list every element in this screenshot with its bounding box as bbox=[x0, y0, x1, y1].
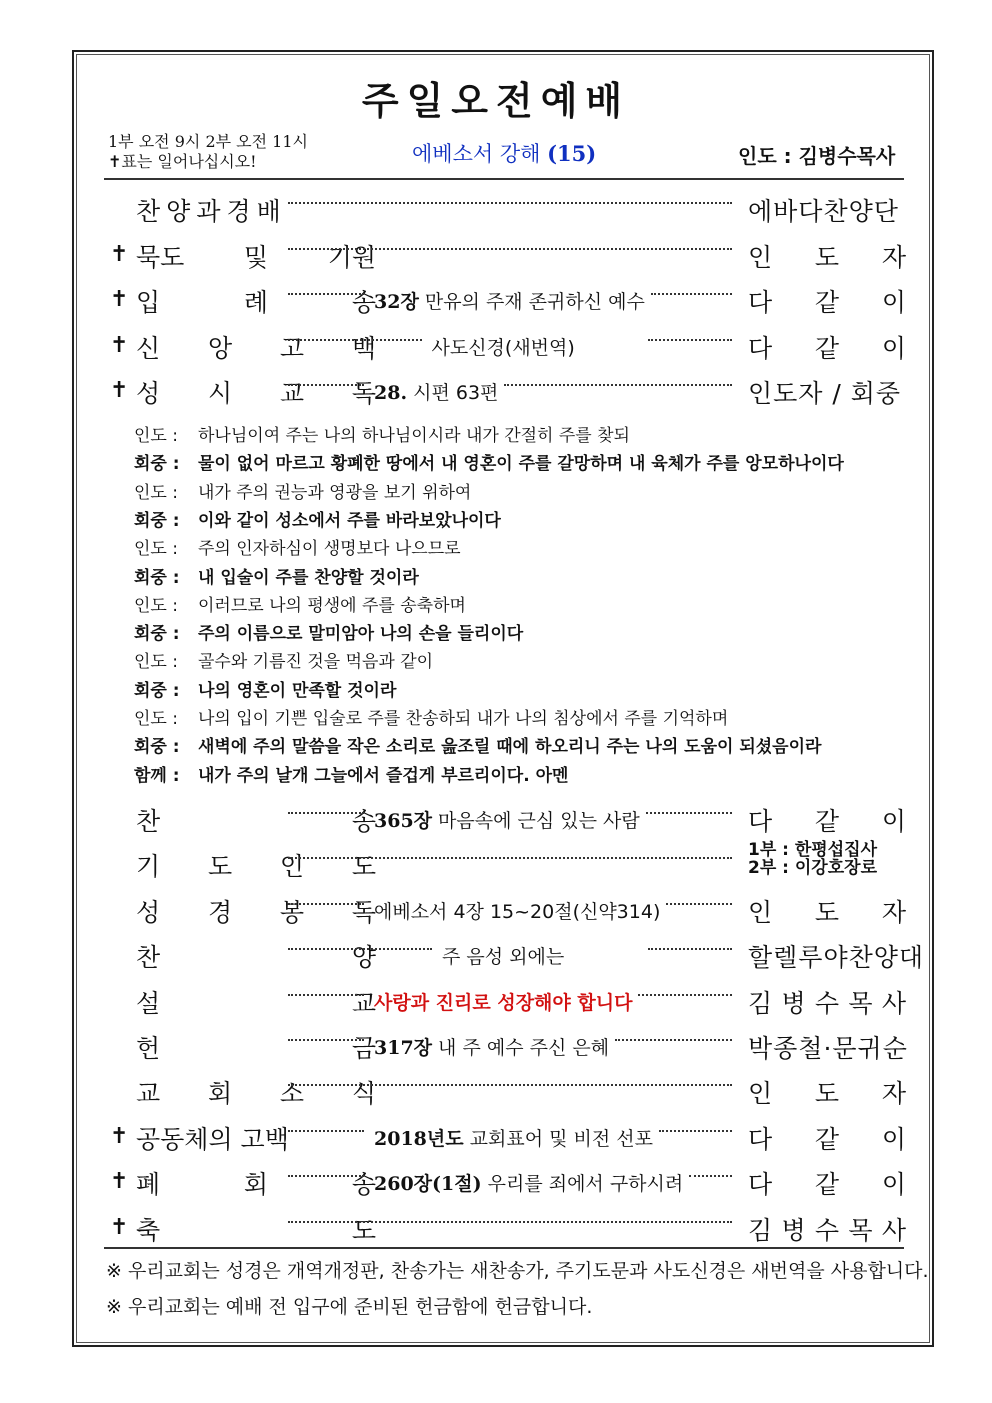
service-times bbox=[108, 132, 308, 172]
stand-cross-icon: ✝ bbox=[110, 287, 129, 312]
leader-dots bbox=[615, 1039, 732, 1041]
order-item-performer: 인도자 / 회중 bbox=[748, 379, 902, 408]
reading-text: 이러므로 나의 평생에 주를 송축하며 bbox=[198, 595, 466, 616]
reader-role: 인도 : bbox=[134, 426, 178, 446]
order-item-detail bbox=[374, 806, 640, 833]
order-item-detail bbox=[432, 333, 575, 360]
leader-dots bbox=[638, 994, 732, 996]
leader-dots bbox=[288, 202, 732, 204]
stand-cross-icon: ✝ bbox=[110, 1123, 129, 1149]
leader-dots bbox=[288, 339, 422, 341]
leader-dots bbox=[288, 1221, 732, 1223]
order-row bbox=[108, 281, 908, 321]
reading-text: 내 입술이 주를 찬양할 것이라 bbox=[198, 567, 419, 588]
prayer-leader-1: 1부 : 한평섭집사 bbox=[748, 840, 877, 861]
header-divider bbox=[104, 178, 904, 180]
stand-cross-icon: ✝ bbox=[110, 378, 129, 403]
reading-text: 하나님이여 주는 나의 하나님이시라 내가 간절히 주를 찾되 bbox=[198, 426, 630, 446]
responsive-line bbox=[134, 676, 396, 701]
order-item-detail bbox=[374, 378, 498, 405]
order-row bbox=[108, 190, 908, 230]
reader-role: 회중 : bbox=[134, 454, 180, 475]
leader: 인도 : 김병수목사 bbox=[738, 144, 896, 168]
responsive-line bbox=[134, 421, 630, 446]
hymn-number: 260장(1절) bbox=[374, 1173, 482, 1196]
reader-role: 인도 : bbox=[134, 652, 178, 673]
order-item-detail bbox=[374, 897, 660, 924]
order-item-performer: 김 병 수 목 사 bbox=[748, 988, 906, 1018]
order2-row bbox=[108, 1163, 908, 1203]
order-item-label: 헌 금 bbox=[136, 1034, 376, 1063]
order-item-performer: 박종철·문귀순 bbox=[748, 1034, 908, 1063]
order2-row bbox=[108, 936, 925, 976]
stand-cross-icon: ✝ bbox=[110, 332, 129, 358]
order-item-performer: 김 병 수 목 사 bbox=[748, 1215, 906, 1245]
hymn-number: 365장 bbox=[374, 810, 433, 832]
leader-dots bbox=[689, 1175, 732, 1177]
order-item-performer: 인 도 자 bbox=[748, 897, 906, 927]
detail-text: 내 주 예수 주신 은혜 bbox=[432, 1037, 610, 1059]
hymn-number: 28. bbox=[374, 382, 408, 404]
stand-cross-icon: ✝ bbox=[110, 1214, 129, 1240]
order-item-detail bbox=[374, 1033, 609, 1060]
reader-role: 회중 : bbox=[134, 737, 180, 758]
reader-role: 인도 : bbox=[134, 482, 178, 503]
reader-role: 회중 : bbox=[134, 567, 180, 588]
leader-dots bbox=[288, 812, 364, 814]
leader-dots bbox=[288, 1130, 364, 1132]
leader-dots bbox=[648, 948, 732, 950]
detail-text: 마음속에 근심 있는 사람 bbox=[432, 810, 640, 832]
responsive-line bbox=[134, 619, 523, 644]
service-times-text: 1부 오전 9시 2부 오전 11시 bbox=[108, 132, 308, 151]
order2-row bbox=[108, 800, 908, 840]
detail-text: 주 음성 외에는 bbox=[442, 946, 565, 969]
prayer-leaders bbox=[748, 841, 906, 877]
note-bible: ※ 우리교회는 성경은 개역개정판, 찬송가는 새찬송가, 주기도문과 사도신경은 새번역을 사용합니다. bbox=[106, 1260, 929, 1282]
responsive-line bbox=[134, 761, 568, 786]
reading-text: 주의 이름으로 말미암아 나의 손을 들리이다 bbox=[198, 624, 524, 645]
order-item-label: 교 회 소 식 bbox=[136, 1079, 376, 1109]
order-item-label: 묵도 및 기원 bbox=[136, 242, 376, 272]
responsive-line bbox=[134, 478, 471, 503]
reading-text: 주의 인자하심이 생명보다 나으므로 bbox=[198, 539, 461, 560]
leader-dots bbox=[288, 293, 364, 295]
order-item-performer: 다 같 이 bbox=[748, 1170, 906, 1200]
leader-dots bbox=[288, 1039, 364, 1041]
responsive-line bbox=[134, 732, 821, 757]
responsive-line bbox=[134, 591, 466, 616]
reading-text: 이와 같이 성소에서 주를 바라보았나이다 bbox=[198, 510, 501, 531]
order-row bbox=[108, 372, 908, 412]
order-item-detail bbox=[374, 988, 632, 1015]
responsive-line bbox=[134, 534, 461, 559]
reading-text: 새벽에 주의 말씀을 작은 소리로 읊조릴 때에 하오리니 주는 나의 도움이 되셨음이라 bbox=[198, 737, 822, 758]
order-item-detail bbox=[374, 1124, 653, 1151]
order-item-performer: 다 같 이 bbox=[748, 333, 906, 363]
detail-text: 시편 63편 bbox=[407, 382, 499, 404]
order-item-label: 찬 양 과 경 배 bbox=[136, 197, 281, 226]
footer-divider bbox=[104, 1247, 904, 1249]
order-item-performer: 다 같 이 bbox=[748, 807, 906, 836]
leader-dots bbox=[646, 812, 732, 814]
reader-role: 회중 : bbox=[134, 680, 180, 701]
order-item-label: 설 교 bbox=[136, 988, 376, 1018]
reader-role: 인도 : bbox=[134, 709, 178, 729]
order2-row bbox=[108, 1027, 908, 1067]
leader-dots bbox=[288, 994, 364, 996]
leader-dots bbox=[288, 1084, 732, 1086]
reading-text: 물이 없어 마르고 황폐한 땅에서 내 영혼이 주를 갈망하며 내 육체가 주를 앙모하나이다 bbox=[198, 454, 844, 475]
order-item-label: 성 시 교 독 bbox=[136, 379, 376, 408]
reading-text: 골수와 기름진 것을 먹음과 같이 bbox=[198, 652, 434, 673]
leader-dots bbox=[288, 248, 732, 250]
prayer-leader-2: 2부 : 이강호장로 bbox=[748, 858, 877, 879]
note-offering: ※ 우리교회는 예배 전 입구에 준비된 헌금함에 헌금합니다. bbox=[106, 1296, 593, 1318]
stand-cross-icon: ✝ bbox=[110, 1169, 129, 1195]
order-item-label: 찬 양 bbox=[136, 943, 376, 973]
reading-text: 나의 입이 기쁜 입술로 주를 찬송하되 내가 나의 침상에서 주를 기억하며 bbox=[198, 709, 729, 729]
order-item-performer: 다 같 이 bbox=[748, 1124, 906, 1154]
detail-text: 사도신경(새번역) bbox=[431, 336, 575, 359]
reader-role: 회중 : bbox=[134, 510, 180, 531]
responsive-line bbox=[134, 704, 728, 729]
order-row bbox=[108, 327, 908, 367]
series-number: (15) bbox=[547, 141, 597, 166]
order-item-label: 찬 송 bbox=[136, 807, 376, 836]
leader-dots bbox=[288, 903, 364, 905]
order-item-label: 폐 회 송 bbox=[136, 1170, 376, 1200]
order-item-performer: 인 도 자 bbox=[748, 1079, 906, 1109]
responsive-line bbox=[134, 449, 844, 474]
reader-role: 회중 : bbox=[134, 624, 180, 645]
reader-role: 인도 : bbox=[134, 595, 178, 616]
order-item-performer: 인 도 자 bbox=[748, 242, 906, 272]
leader-dots bbox=[648, 339, 732, 341]
leader-dots bbox=[666, 903, 732, 905]
order-item-performer: 할렐루야찬양대 bbox=[748, 943, 925, 973]
leader-dots bbox=[288, 384, 364, 386]
reader-role: 인도 : bbox=[134, 539, 178, 560]
reader-role: 함께 : bbox=[134, 765, 180, 786]
order-item-detail bbox=[374, 1169, 683, 1196]
reading-text: 내가 주의 날개 그늘에서 즐겁게 부르리이다. 아멘 bbox=[198, 765, 569, 786]
order-row bbox=[108, 236, 908, 276]
order-item-label: 신 앙 고 백 bbox=[136, 333, 376, 363]
order-item-label: 입 례 송 bbox=[136, 288, 376, 317]
responsive-line bbox=[134, 506, 501, 531]
order-item-detail bbox=[442, 942, 564, 969]
hymn-number: 2018년도 bbox=[374, 1127, 464, 1150]
order-item-detail bbox=[374, 287, 645, 314]
sermon-series bbox=[412, 138, 596, 168]
detail-text: 만유의 주재 존귀하신 예수 bbox=[418, 291, 645, 313]
hymn-number: 32장 bbox=[374, 291, 419, 313]
leader-dots bbox=[659, 1130, 732, 1132]
order2-row bbox=[108, 1209, 908, 1249]
detail-text: 에베소서 4장 15~20절(신약314) bbox=[374, 900, 661, 923]
responsive-line bbox=[134, 563, 419, 588]
detail-text: 우리를 죄에서 구하시려 bbox=[481, 1173, 684, 1196]
order2-row bbox=[108, 1072, 908, 1112]
stand-cross-icon: ✝ bbox=[110, 241, 129, 267]
order2-row bbox=[108, 1118, 908, 1158]
reading-text: 나의 영혼이 만족할 것이라 bbox=[198, 680, 397, 701]
detail-text: 교회표어 및 비전 선포 bbox=[463, 1127, 653, 1150]
responsive-line bbox=[134, 647, 433, 672]
order-item-performer: 다 같 이 bbox=[748, 288, 906, 317]
order-item-label: 기 도 인 도 bbox=[136, 852, 376, 882]
order-item-performer: 에바다찬양단 bbox=[748, 197, 899, 226]
order2-row bbox=[108, 982, 908, 1022]
order2-row bbox=[108, 840, 908, 885]
stand-note: ✝표는 일어나십시오! bbox=[108, 152, 257, 171]
leader-dots bbox=[288, 948, 432, 950]
order-item-label: 성 경 봉 독 bbox=[136, 897, 376, 927]
page-title: 주일오전예배 bbox=[361, 79, 631, 123]
leader-dots bbox=[288, 1175, 364, 1177]
hymn-number: 317장 bbox=[374, 1037, 433, 1059]
leader-dots bbox=[288, 857, 732, 859]
leader-dots bbox=[504, 384, 732, 386]
reading-text: 내가 주의 권능과 영광을 보기 위하여 bbox=[198, 482, 472, 503]
series-title: 에베소서 강해 bbox=[412, 142, 541, 166]
order2-row bbox=[108, 891, 908, 931]
leader-dots bbox=[651, 293, 732, 295]
order-item-label: 축 도 bbox=[136, 1215, 376, 1245]
order-item-label: 공동체의 고백 bbox=[136, 1124, 289, 1154]
detail-text: 사랑과 진리로 성장해야 합니다 bbox=[374, 991, 633, 1014]
